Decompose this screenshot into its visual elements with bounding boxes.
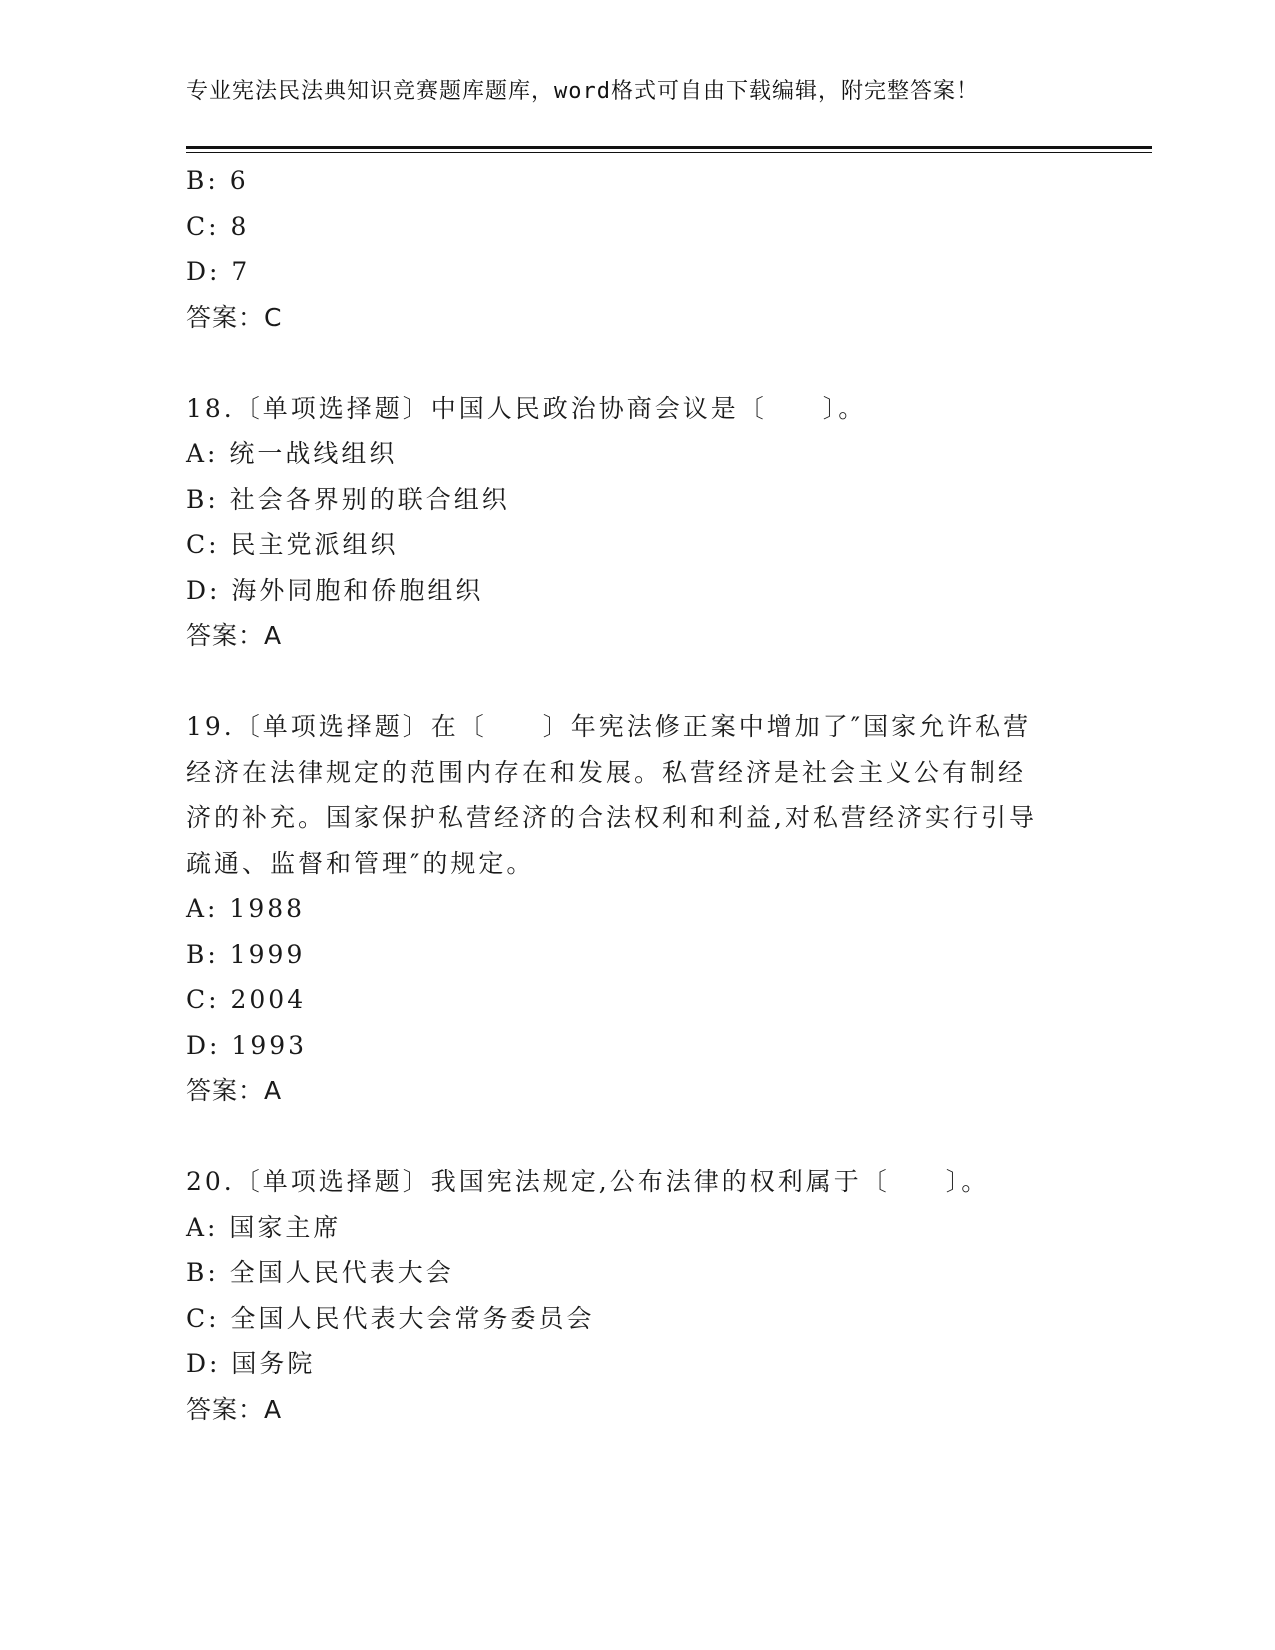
document-body <box>186 158 1086 1432</box>
question-19 <box>186 704 1086 1114</box>
question-stem: 18.〔单项选择题〕中国人民政治协商会议是〔 〕。 <box>186 393 867 423</box>
page-header: 专业宪法民法典知识竞赛题库题库，word格式可自由下载编辑，附完整答案！ <box>186 79 979 104</box>
option-d: D: 7 <box>186 257 251 286</box>
question-stem-line-4: 疏通、监督和管理″的规定。 <box>186 848 535 878</box>
option-a: A: 国家主席 <box>186 1212 342 1242</box>
option-a: A: 统一战线组织 <box>186 439 398 468</box>
answer-line: 答案：A <box>186 621 283 650</box>
answer-line: 答案：A <box>186 1076 283 1105</box>
answer-line: 答案：A <box>186 1394 283 1424</box>
question-stem-line-3: 济的补充。国家保护私营经济的合法权利和利益,对私营经济实行引导 <box>186 803 1037 832</box>
option-b: B: 社会各界别的联合组织 <box>186 484 510 514</box>
option-c: C: 8 <box>186 211 250 241</box>
answer-line: 答案：C <box>186 302 283 332</box>
option-d: D: 国务院 <box>186 1349 316 1378</box>
option-b: B: 1999 <box>186 939 306 969</box>
header-rule-thick <box>186 146 1152 149</box>
option-c: C: 民主党派组织 <box>186 530 399 559</box>
option-c: C: 2004 <box>186 985 307 1014</box>
question-20 <box>186 1159 1086 1432</box>
question-stem-line-2: 经济在法律规定的范围内存在和发展。私营经济是社会主义公有制经 <box>186 757 1027 787</box>
question-18 <box>186 386 1086 659</box>
option-c: C: 全国人民代表大会常务委员会 <box>186 1303 595 1333</box>
option-a: A: 1988 <box>186 894 306 923</box>
option-d: D: 海外同胞和侨胞组织 <box>186 575 484 605</box>
option-b: B: 全国人民代表大会 <box>186 1258 454 1287</box>
question-stem-line-1: 19.〔单项选择题〕在〔 〕年宪法修正案中增加了″国家允许私营 <box>186 712 1032 741</box>
header-rule-thin <box>186 152 1152 153</box>
question-stem: 20.〔单项选择题〕我国宪法规定,公布法律的权利属于〔 〕。 <box>186 1167 990 1196</box>
option-d: D: 1993 <box>186 1030 308 1060</box>
option-b: B: 6 <box>186 166 249 195</box>
prev-question-block <box>186 158 1086 340</box>
